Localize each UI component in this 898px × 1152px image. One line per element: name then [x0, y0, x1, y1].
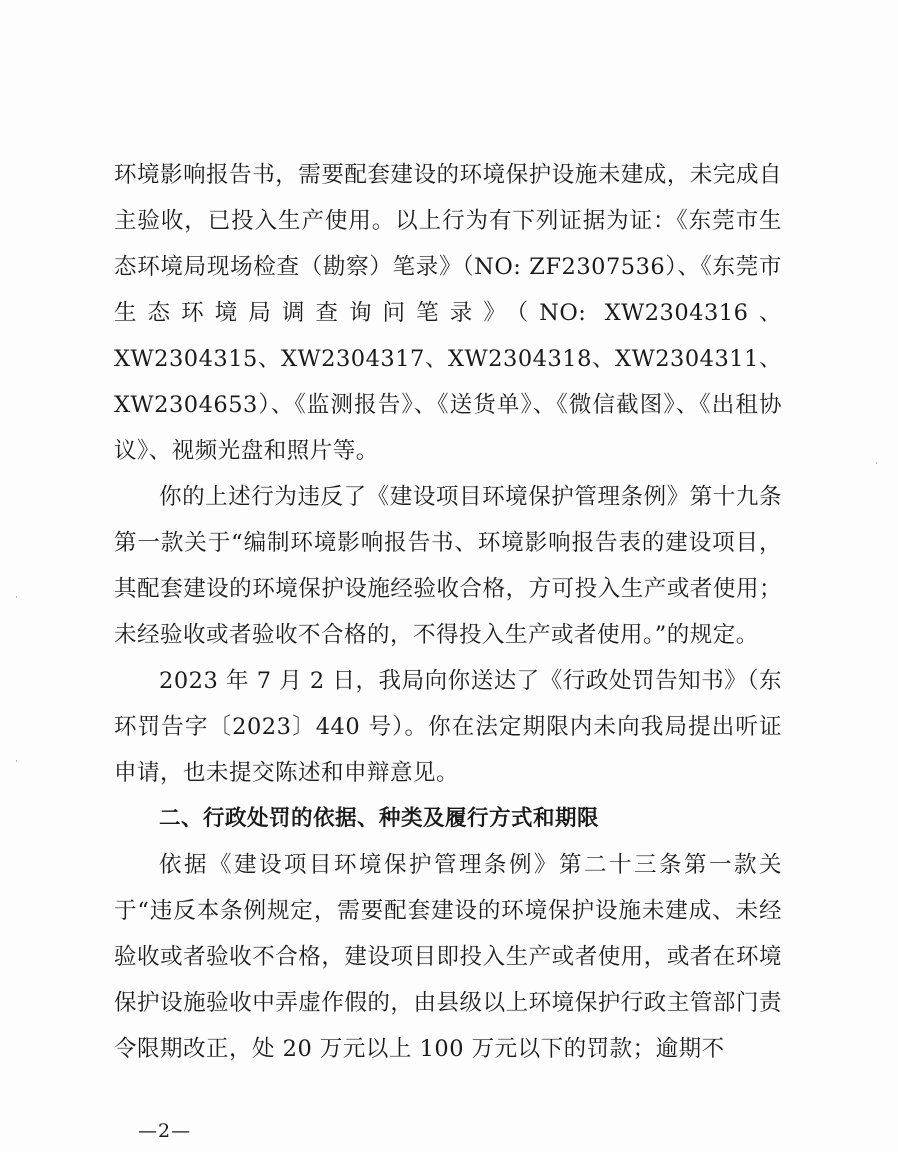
scan-artifact-mark: [16, 596, 17, 598]
paragraph-violation: 你的上述行为违反了《建设项目环境保护管理条例》第十九条第一款关于“编制环境影响报告书、环境影响报告表的建设项目，其配套建设的环境保护设施经验收合格，方可投入生产或者使用；未经验收或者验收不合格的，不得投入生产或者使用。”的规定。: [114, 484, 782, 648]
paragraph-penalty-basis: 依据《建设项目环境保护管理条例》第二十三条第一款关于“违反本条例规定，需要配套建设的环境保护设施未建成、未经验收或者验收不合格，建设项目即投入生产或者使用，或者在环境保护设施验收中弄虚作假的，由县级以上环境保护行政主管部门责令限期改正，处 20 万元以上 100 万元以下的罚款；逾期不: [114, 852, 782, 1062]
paragraph-notice: 2023 年 7 月 2 日，我局向你送达了《行政处罚告知书》（东环罚告字〔2023〕440 号）。你在法定期限内未向我局提出听证申请，也未提交陈述和申辩意见。: [114, 668, 782, 786]
scan-artifact-mark: [16, 760, 17, 762]
page-number: —2—: [138, 1120, 192, 1142]
document-body: [114, 152, 782, 1072]
paragraph-evidence: 环境影响报告书，需要配套建设的环境保护设施未建成，未完成自主验收，已投入生产使用。以上行为有下列证据为证：《东莞市生态环境局现场检查（勘察）笔录》（NO: ZF2307536）、《东莞市生态环境局调查询问笔录》（NO: XW2304316、XW2304315、XW2304317、XW2304318、XW2304311、XW2304653）、《监测报告》、《送货单》、《微信截图》、《出租协议》、视频光盘和照片等。: [114, 162, 782, 464]
section-heading: 二、行政处罚的依据、种类及履行方式和期限: [159, 806, 600, 831]
scan-artifact-mark: [876, 462, 877, 464]
